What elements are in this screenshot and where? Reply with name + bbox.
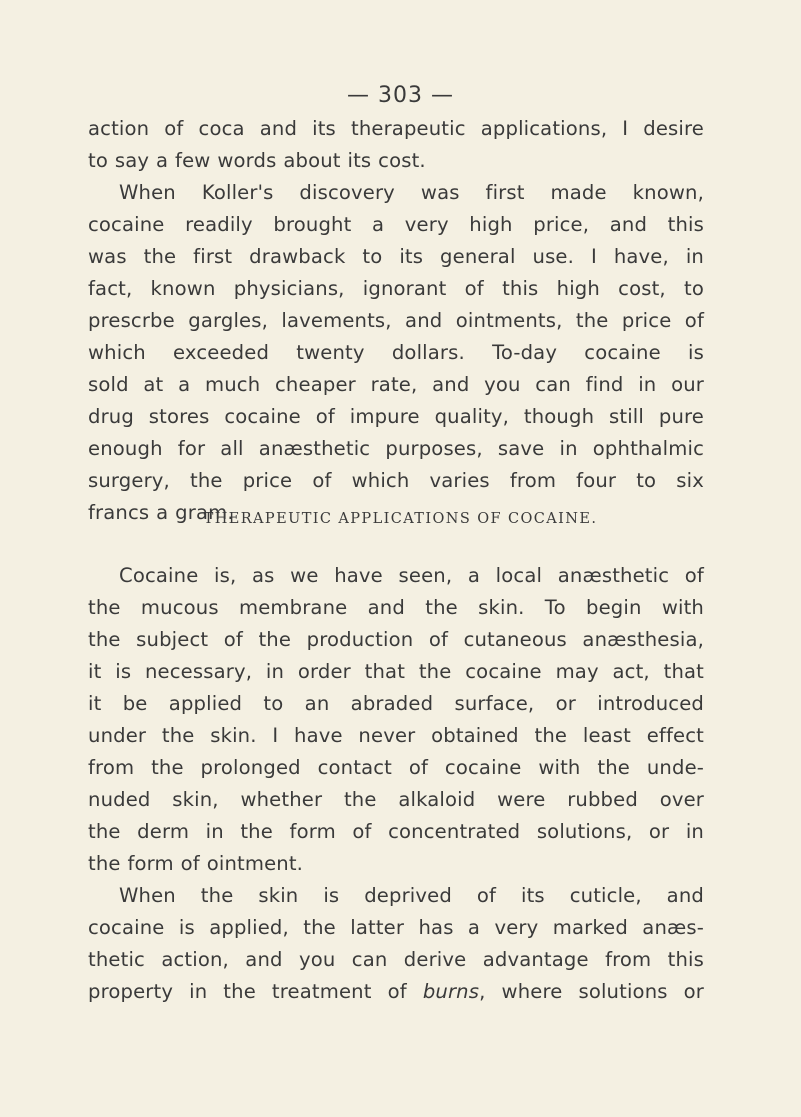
text-block-bottom (88, 560, 704, 1008)
italic-term: burns (422, 980, 480, 1003)
text-line: to say a few words about its cost. (88, 149, 426, 172)
text-line: the subject of the production of cutaneous anæsthesia, (88, 628, 704, 651)
text-block-top (88, 113, 704, 529)
text-line: cocaine is applied, the latter has a very marked anæs- (88, 916, 704, 939)
text-line: the derm in the form of concentrated solutions, or in (88, 820, 704, 843)
text-line: the mucous membrane and the skin. To begin with (88, 596, 704, 619)
text-segment: property in the treatment of (88, 980, 423, 1003)
text-line: francs a gram. (88, 501, 234, 524)
text-segment: , where solutions or (479, 980, 704, 1003)
page-number: — 303 — (347, 83, 454, 108)
text-line: was the first drawback to its general use. I have, in (88, 245, 704, 268)
text-line: which exceeded twenty dollars. To-day cocaine is (88, 341, 704, 364)
text-line: thetic action, and you can derive advantage from this (88, 948, 704, 971)
text-line: drug stores cocaine of impure quality, though still pure (88, 405, 704, 428)
text-line: it is necessary, in order that the cocaine may act, that (88, 660, 704, 683)
text-line: prescrbe gargles, lavements, and ointments, the price of (88, 309, 704, 332)
text-line: cocaine readily brought a very high price, and this (88, 213, 704, 236)
text-line: surgery, the price of which varies from four to six (88, 469, 704, 492)
text-line: Cocaine is, as we have seen, a local anæsthetic of (119, 564, 704, 587)
text-line: nuded skin, whether the alkaloid were rubbed over (88, 788, 704, 811)
text-line-final (88, 976, 704, 1008)
text-line: the form of ointment. (88, 852, 304, 875)
text-line: under the skin. I have never obtained the least effect (88, 724, 704, 747)
text-line: from the prolonged contact of cocaine with the unde- (88, 756, 704, 779)
section-heading: THERAPEUTIC APPLICATIONS OF COCAINE. (203, 511, 598, 527)
text-line: action of coca and its therapeutic applications, I desire (88, 117, 704, 140)
text-line: sold at a much cheaper rate, and you can find in our (88, 373, 704, 396)
text-line: fact, known physicians, ignorant of this high cost, to (88, 277, 704, 300)
text-line: When the skin is deprived of its cuticle, and (119, 884, 704, 907)
text-line: enough for all anæsthetic purposes, save in ophthalmic (88, 437, 704, 460)
text-line: When Koller's discovery was first made known, (119, 181, 704, 204)
text-line: it be applied to an abraded surface, or introduced (88, 692, 704, 715)
